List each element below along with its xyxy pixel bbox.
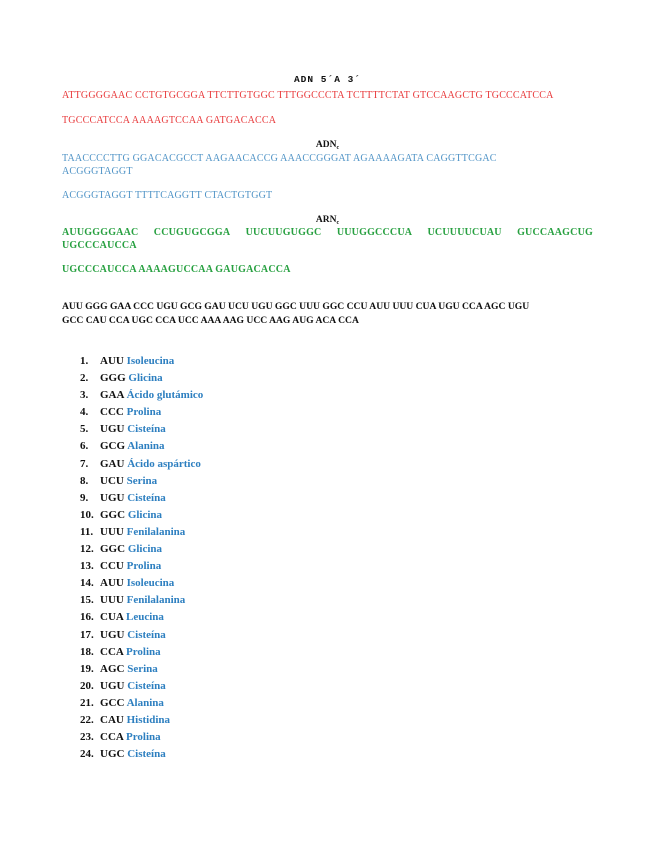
translation-item (80, 438, 203, 455)
translation-item-codon: CCU (100, 560, 124, 573)
adn-title: ADN 5´A 3´ (293, 74, 361, 85)
translation-item-codon: UGU (100, 423, 125, 436)
translation-item-codon: GGC (100, 543, 126, 556)
adnc-title-subscript: c (336, 145, 340, 151)
translation-item-amino-acid: Histidina (126, 713, 170, 726)
translation-item-codon: UUU (100, 594, 124, 607)
translation-item-amino-acid: Alanina (126, 696, 164, 709)
translation-item-codon: GAU (100, 457, 125, 470)
translation-item-amino-acid: Prolina (125, 731, 161, 744)
translation-item (80, 678, 203, 695)
translation-item-codon: UGC (100, 748, 125, 761)
translation-item-number: 23. (80, 731, 94, 744)
arnc-block-4: UUUGGCCCUA (336, 227, 413, 238)
translation-item-amino-acid: Ácido aspártico (127, 457, 201, 470)
translation-item-codon: GGG (100, 372, 126, 385)
translation-item (80, 729, 203, 746)
translation-item (80, 507, 203, 524)
codons-line-1: AUU GGG GAA CCC UGU GCG GAU UCU UGU GGC UUU GGC CCU AUU UUU CUA UGU CCA AGC UGU (62, 301, 530, 312)
translation-item-number: 8. (80, 474, 89, 487)
arnc-sequence-line-3: UGCCCAUCCA AAAAGUCCAA GAUGACACCA (62, 264, 291, 275)
translation-item-codon: GCC (100, 696, 125, 709)
translation-list (80, 353, 203, 763)
translation-item-number: 13. (80, 560, 94, 573)
translation-item-amino-acid: Cisteína (127, 423, 166, 436)
translation-item-codon: AGC (100, 662, 125, 675)
translation-item (80, 370, 203, 387)
translation-item-number: 21. (80, 696, 94, 709)
translation-item-codon: UGU (100, 491, 125, 504)
translation-item-codon: UUU (100, 525, 124, 538)
translation-item-codon: AUU (100, 577, 124, 590)
translation-item-amino-acid: Prolina (125, 645, 161, 658)
translation-item-amino-acid: Isoleucina (126, 355, 175, 367)
translation-item-number: 24. (80, 748, 94, 761)
translation-item-amino-acid: Cisteína (127, 679, 166, 692)
translation-item (80, 712, 203, 729)
translation-item-number: 6. (80, 440, 89, 453)
translation-item (80, 575, 203, 592)
translation-item-amino-acid: Cisteína (127, 748, 166, 761)
adnc-sequence-line-2: ACGGGTAGGT (62, 166, 133, 177)
translation-item (80, 473, 203, 490)
translation-item-codon: CUA (100, 611, 124, 624)
arnc-sequence-line-2: UGCCCAUCCA (62, 240, 137, 251)
translation-item-number: 19. (80, 662, 94, 675)
translation-item-codon: GCG (100, 440, 126, 453)
translation-item (80, 490, 203, 507)
translation-item (80, 609, 203, 626)
translation-item-amino-acid: Serina (127, 662, 158, 675)
translation-item (80, 661, 203, 678)
translation-item-amino-acid: Fenilalanina (126, 594, 186, 607)
arnc-title (0, 215, 655, 225)
translation-item-number: 2. (80, 372, 89, 385)
translation-item-amino-acid: Leucina (125, 611, 164, 624)
translation-item-codon: UGU (100, 628, 125, 641)
arnc-block-3: UUCUUGUGGC (245, 227, 322, 238)
translation-item (80, 558, 203, 575)
translation-item-number: 17. (80, 628, 94, 641)
translation-item (80, 541, 203, 558)
arnc-sequence-line-1 (62, 227, 593, 238)
translation-item-amino-acid: Glicina (127, 508, 163, 521)
translation-item (80, 404, 203, 421)
translation-item (80, 524, 203, 541)
translation-item-number: 5. (80, 423, 89, 436)
translation-item-number: 16. (80, 611, 94, 624)
adnc-sequence-line-1: TAACCCCTTG GGACACGCCT AAGAACACCG AAACCGGGAT AGAAAAGATA CAGGTTCGAC (62, 153, 497, 164)
arnc-block-6: GUCCAAGCUG (517, 227, 593, 238)
translation-item (80, 387, 203, 404)
translation-item-amino-acid: Alanina (127, 440, 165, 453)
translation-item (80, 695, 203, 712)
translation-item-amino-acid: Cisteína (127, 491, 166, 504)
translation-item-number: 4. (80, 406, 89, 419)
translation-item-amino-acid: Isoleucina (126, 577, 175, 590)
translation-item-amino-acid: Prolina (126, 560, 162, 573)
adn-sequence-line-1: ATTGGGGAAC CCTGTGCGGA TTCTTGTGGC TTTGGCCCTA TCTTTTCTAT GTCCAAGCTG TGCCCATCCA (62, 90, 554, 101)
translation-item-amino-acid: Glicina (128, 372, 163, 385)
translation-item-codon: CCA (100, 645, 124, 658)
translation-item-codon: UCU (100, 474, 124, 487)
translation-item-number: 11. (80, 525, 94, 538)
translation-item-number: 22. (80, 713, 94, 726)
translation-item-number: 12. (80, 543, 94, 556)
translation-item (80, 627, 203, 644)
translation-item-codon: CCC (100, 406, 124, 419)
translation-item-number: 15. (80, 594, 94, 607)
adnc-sequence-line-3: ACGGGTAGGT TTTTCAGGTT CTACTGTGGT (62, 190, 273, 201)
translation-item-number: 20. (80, 679, 94, 692)
translation-item-number: 3. (80, 389, 89, 402)
translation-item-number: 14. (80, 577, 94, 590)
translation-item-codon: GGC (100, 508, 126, 521)
arnc-block-2: CCUGUGCGGA (153, 227, 231, 238)
translation-item-amino-acid: Prolina (126, 406, 162, 419)
translation-item-number: 18. (80, 645, 94, 658)
translation-item-codon: GAA (100, 389, 124, 402)
translation-item-amino-acid: Ácido glutámico (126, 389, 204, 402)
translation-item (80, 353, 203, 370)
translation-item-codon: CCA (100, 731, 124, 744)
translation-item-amino-acid: Fenilalanina (126, 525, 186, 538)
translation-item (80, 644, 203, 661)
translation-item (80, 456, 203, 473)
translation-item-number: 7. (80, 457, 89, 470)
translation-item-codon: UGU (100, 679, 125, 692)
translation-item-amino-acid: Cisteína (127, 628, 166, 641)
arnc-block-5: UCUUUUCUAU (427, 227, 502, 238)
arnc-title-subscript: c (336, 220, 340, 226)
adnc-title-text: ADN (315, 140, 337, 150)
translation-item (80, 746, 203, 763)
translation-item (80, 421, 203, 438)
arnc-block-1: AUUGGGGAAC (62, 227, 139, 238)
translation-item-codon: AUU (100, 355, 124, 367)
translation-item-codon: CAU (100, 713, 124, 726)
adnc-title (0, 140, 655, 150)
adn-sequence-line-2: TGCCCATCCA AAAAGTCCAA GATGACACCA (62, 115, 277, 126)
translation-item-amino-acid: Serina (126, 474, 158, 487)
translation-item (80, 592, 203, 609)
codons-line-2: GCC CAU CCA UGC CCA UCC AAA AAG UCC AAG AUG ACA CCA (62, 315, 359, 326)
translation-item-number: 10. (80, 508, 94, 521)
translation-item-number: 9. (80, 491, 89, 504)
translation-item-amino-acid: Glicina (127, 543, 163, 556)
translation-item-number: 1. (80, 355, 89, 367)
arnc-title-text: ARN (315, 215, 337, 225)
